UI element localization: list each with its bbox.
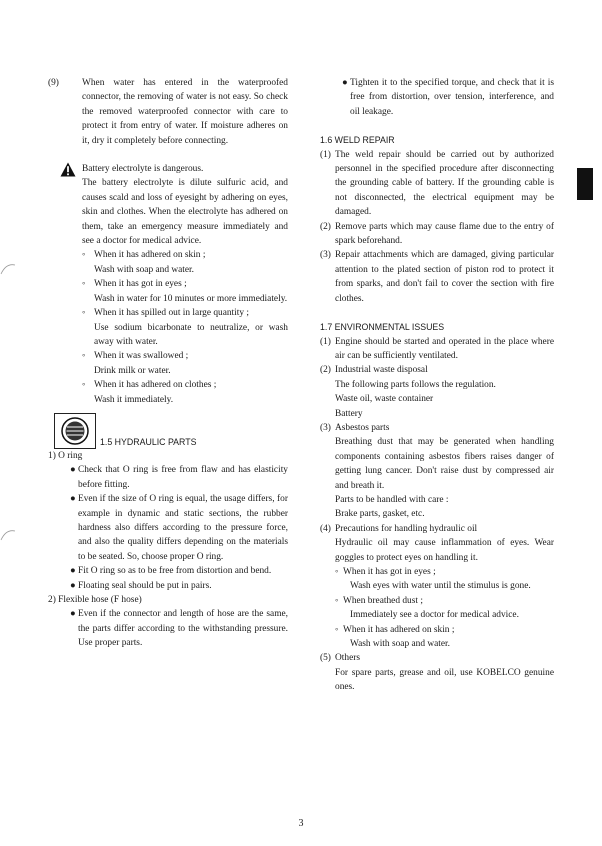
section-title: 1.5 HYDRAULIC PARTS xyxy=(100,436,197,447)
solid-bullet: ● xyxy=(70,494,76,505)
solid-bullet: ● xyxy=(70,566,76,577)
battery-case-swallowed: ◦ When it was swallowed ; xyxy=(48,349,288,363)
env-item-3: (3) Asbestos parts xyxy=(320,422,390,433)
section-title: 1.6 WELD REPAIR xyxy=(320,135,395,146)
battery-case-skin: ◦ When it has adhered on skin ; xyxy=(48,248,288,262)
solid-bullet: ● xyxy=(342,78,348,88)
solid-bullet: ● xyxy=(70,580,76,591)
oil-case-dust: ◦ When breathed dust ; xyxy=(320,594,554,608)
scan-margin-mark xyxy=(0,262,16,276)
section-title: 1.7 ENVIRONMENTAL ISSUES xyxy=(320,322,445,333)
env-item-2: (2) Industrial waste disposal xyxy=(320,365,428,376)
scan-margin-mark xyxy=(0,528,16,542)
env-item-4: (4) Precautions for handling hydraulic oil xyxy=(320,523,478,534)
list-item: ● Check that O ring is free from flaw and has elasticity before fitting. xyxy=(48,463,288,492)
list-item: ● Fit O ring so as to be free from distortion and bend. xyxy=(48,564,288,578)
small-circle-bullet: ◦ xyxy=(335,624,339,635)
small-circle-bullet: ◦ xyxy=(82,308,86,319)
weld-item-2: (2) Remove parts which may cause flame due to the entry of spark beforehand. xyxy=(320,221,554,247)
list-item: ● Even if the connector and length of hose are the same, the parts differ according to the withstanding pressure. Use proper parts. xyxy=(48,607,288,650)
solid-bullet: ● xyxy=(70,465,76,476)
list-item: ● Floating seal should be put in pairs. xyxy=(48,579,288,593)
small-circle-bullet: ◦ xyxy=(82,351,86,362)
section-tab-marker xyxy=(577,168,593,200)
small-circle-bullet: ◦ xyxy=(335,567,339,577)
right-column: ● Tighten it to the specified torque, and check that it is free from distortion, over tension, interference, and oil leakage. 1.6 WELD REPAIR (1) The weld repair should be carried out by authorized personnel in the specified procedure after disconnecting the grounding cable of battery. If the grounding cable is not disconnected, the electrical equipment may be damaged. (2) Remove parts which may cause flame due to the entry of spark beforehand. (3) Repair attachments which are damaged, giving particular attention to the plated section of piston rod to protect it from sparks, and don't fail to cover the section with fire clothes. 1.7 ENVIRONMENTAL ISSUES (1) Engine should be started and operated in the place where air can be sufficiently ventilated. (2) Industrial waste disposal The following parts follows the regulation. Waste oil, waste container Battery (3) Asbestos parts Breathing dust that may be generated when handling components containing asbestos fibers raises danger of getting lung cancer. Don't raise dust by compressed air and breath it. Parts to be handled with care : Brake parts, gasket, etc. (4) Precautions for handling hydraulic oil Hydraulic oil may cause inflammation of eyes. Wear goggles to protect eyes on handling it. ◦ When it has got in eyes ; Wash eyes with water until the stimulus is gone. ◦ When breathed dust ; Immediately see a doctor for medical advice. ◦ When it has adhered on skin ; Wash with soap and water. (5) Others For spare parts, grease and oil, use KOBELCO genuine ones. xyxy=(320,78,554,693)
oil-case-skin: ◦ When it has adhered on skin ; xyxy=(320,623,554,637)
battery-warning xyxy=(48,162,288,248)
item-9: (9) When water has entered in the waterproofed connector, the removing of water is not easy. So check the removed waterproofed connector with care to protect it from entry of water. If moisture adheres on it, dry it completely before connecting. xyxy=(48,78,288,146)
weld-item-3: (3) Repair attachments which are damaged, giving particular attention to the plated section of piston rod to protect it from sparks, and don't fail to cover the section with fire clothes. xyxy=(320,250,554,304)
battery-case-spilled: ◦ When it has spilled out in large quantity ; xyxy=(48,306,288,320)
small-circle-bullet: ◦ xyxy=(335,595,339,606)
list-item: ● Even if the size of O ring is equal, the usage differs, for example in dynamic and static sections, the rubber hardness also differs according to the pressure force, and also the quality differs depending on the materials to be seated. So, choose proper O ring. xyxy=(48,492,288,564)
env-item-1: (1) Engine should be started and operated in the place where air can be sufficiently ventilated. xyxy=(320,336,554,361)
battery-warning-title: Battery electrolyte is dangerous. xyxy=(82,164,204,175)
warning-triangle-icon xyxy=(60,162,76,177)
battery-warning-body: The battery electrolyte is dilute sulfuric acid, and causes scald and loss of eyesight by adhering on eyes, skin and clothes. When the electrolyte has adhered on them, take an emergency measure immediately and see a doctor for medical advice. xyxy=(82,178,288,247)
small-circle-bullet: ◦ xyxy=(82,279,86,290)
battery-case-clothes: ◦ When it has adhered on clothes ; xyxy=(48,378,288,392)
hydraulic-parts-icon xyxy=(54,413,96,449)
solid-bullet: ● xyxy=(70,609,76,620)
battery-case-eyes: ◦ When it has got in eyes ; xyxy=(48,277,288,291)
o-ring-label: 1) O ring xyxy=(48,450,83,461)
oil-case-eyes: ◦ When it has got in eyes ; xyxy=(320,565,554,579)
hydraulic-parts-heading xyxy=(48,411,288,449)
left-column: (9) When water has entered in the waterproofed connector, the removing of water is not easy. So check the removed waterproofed connector with care to protect it from entry of water. If moisture adheres on it, dry it completely before connecting. Battery electrolyte is dangerous. The battery electrolyte is dilute sulfuric acid, and causes scald and loss of eyesight by adhering on eyes, skin and clothes. When the electrolyte has adhered on them, take an emergency measure immediately and see a doctor for medical advice. ◦ When it has adhered on skin ; Wash with soap and water. ◦ When it has got in eyes ; Wash in water for 10 minutes or more immediately. ◦ When it has spilled out in large quantity ; Use sodium bicarbonate to neutralize, or wash away with water. ◦ When it was swallowed ; Drink milk or water. ◦ When it has adhered on clothes ; Wash it immediately. 1.5 HYDRAULIC PARTS 1) O ring ● Check that O ring is free from flaw and has elasticity before fitting. ● Even if the size of O ring is equal, the usage differs, for example in dynamic and static sections, the rubber hardness also differs according to the pressure force, and also the quality differs depending on the materials to be seated. So, choose proper O ring. ● Fit O ring so as to be free from distortion and bend. ● Floating seal should be put in pairs. 2) Flexible hose (F hose) ● Even if the connector and length of hose are the same, the parts differ according to the withstanding pressure. Use proper parts. xyxy=(48,76,288,651)
page-number: 3 xyxy=(298,818,304,829)
env-item-5: (5) Others xyxy=(320,653,360,664)
weld-item-1: (1) The weld repair should be carried out by authorized personnel in the specified procedure after disconnecting the grounding cable of battery. If the grounding cable is not disconnected, the electrical equipment may be damaged. xyxy=(320,149,554,218)
small-circle-bullet: ◦ xyxy=(82,380,86,391)
small-circle-bullet: ◦ xyxy=(82,250,86,261)
flexible-hose-label: 2) Flexible hose (F hose) xyxy=(48,595,142,605)
list-item: ● Tighten it to the specified torque, and check that it is free from distortion, over tension, interference, and oil leakage. xyxy=(320,76,554,119)
